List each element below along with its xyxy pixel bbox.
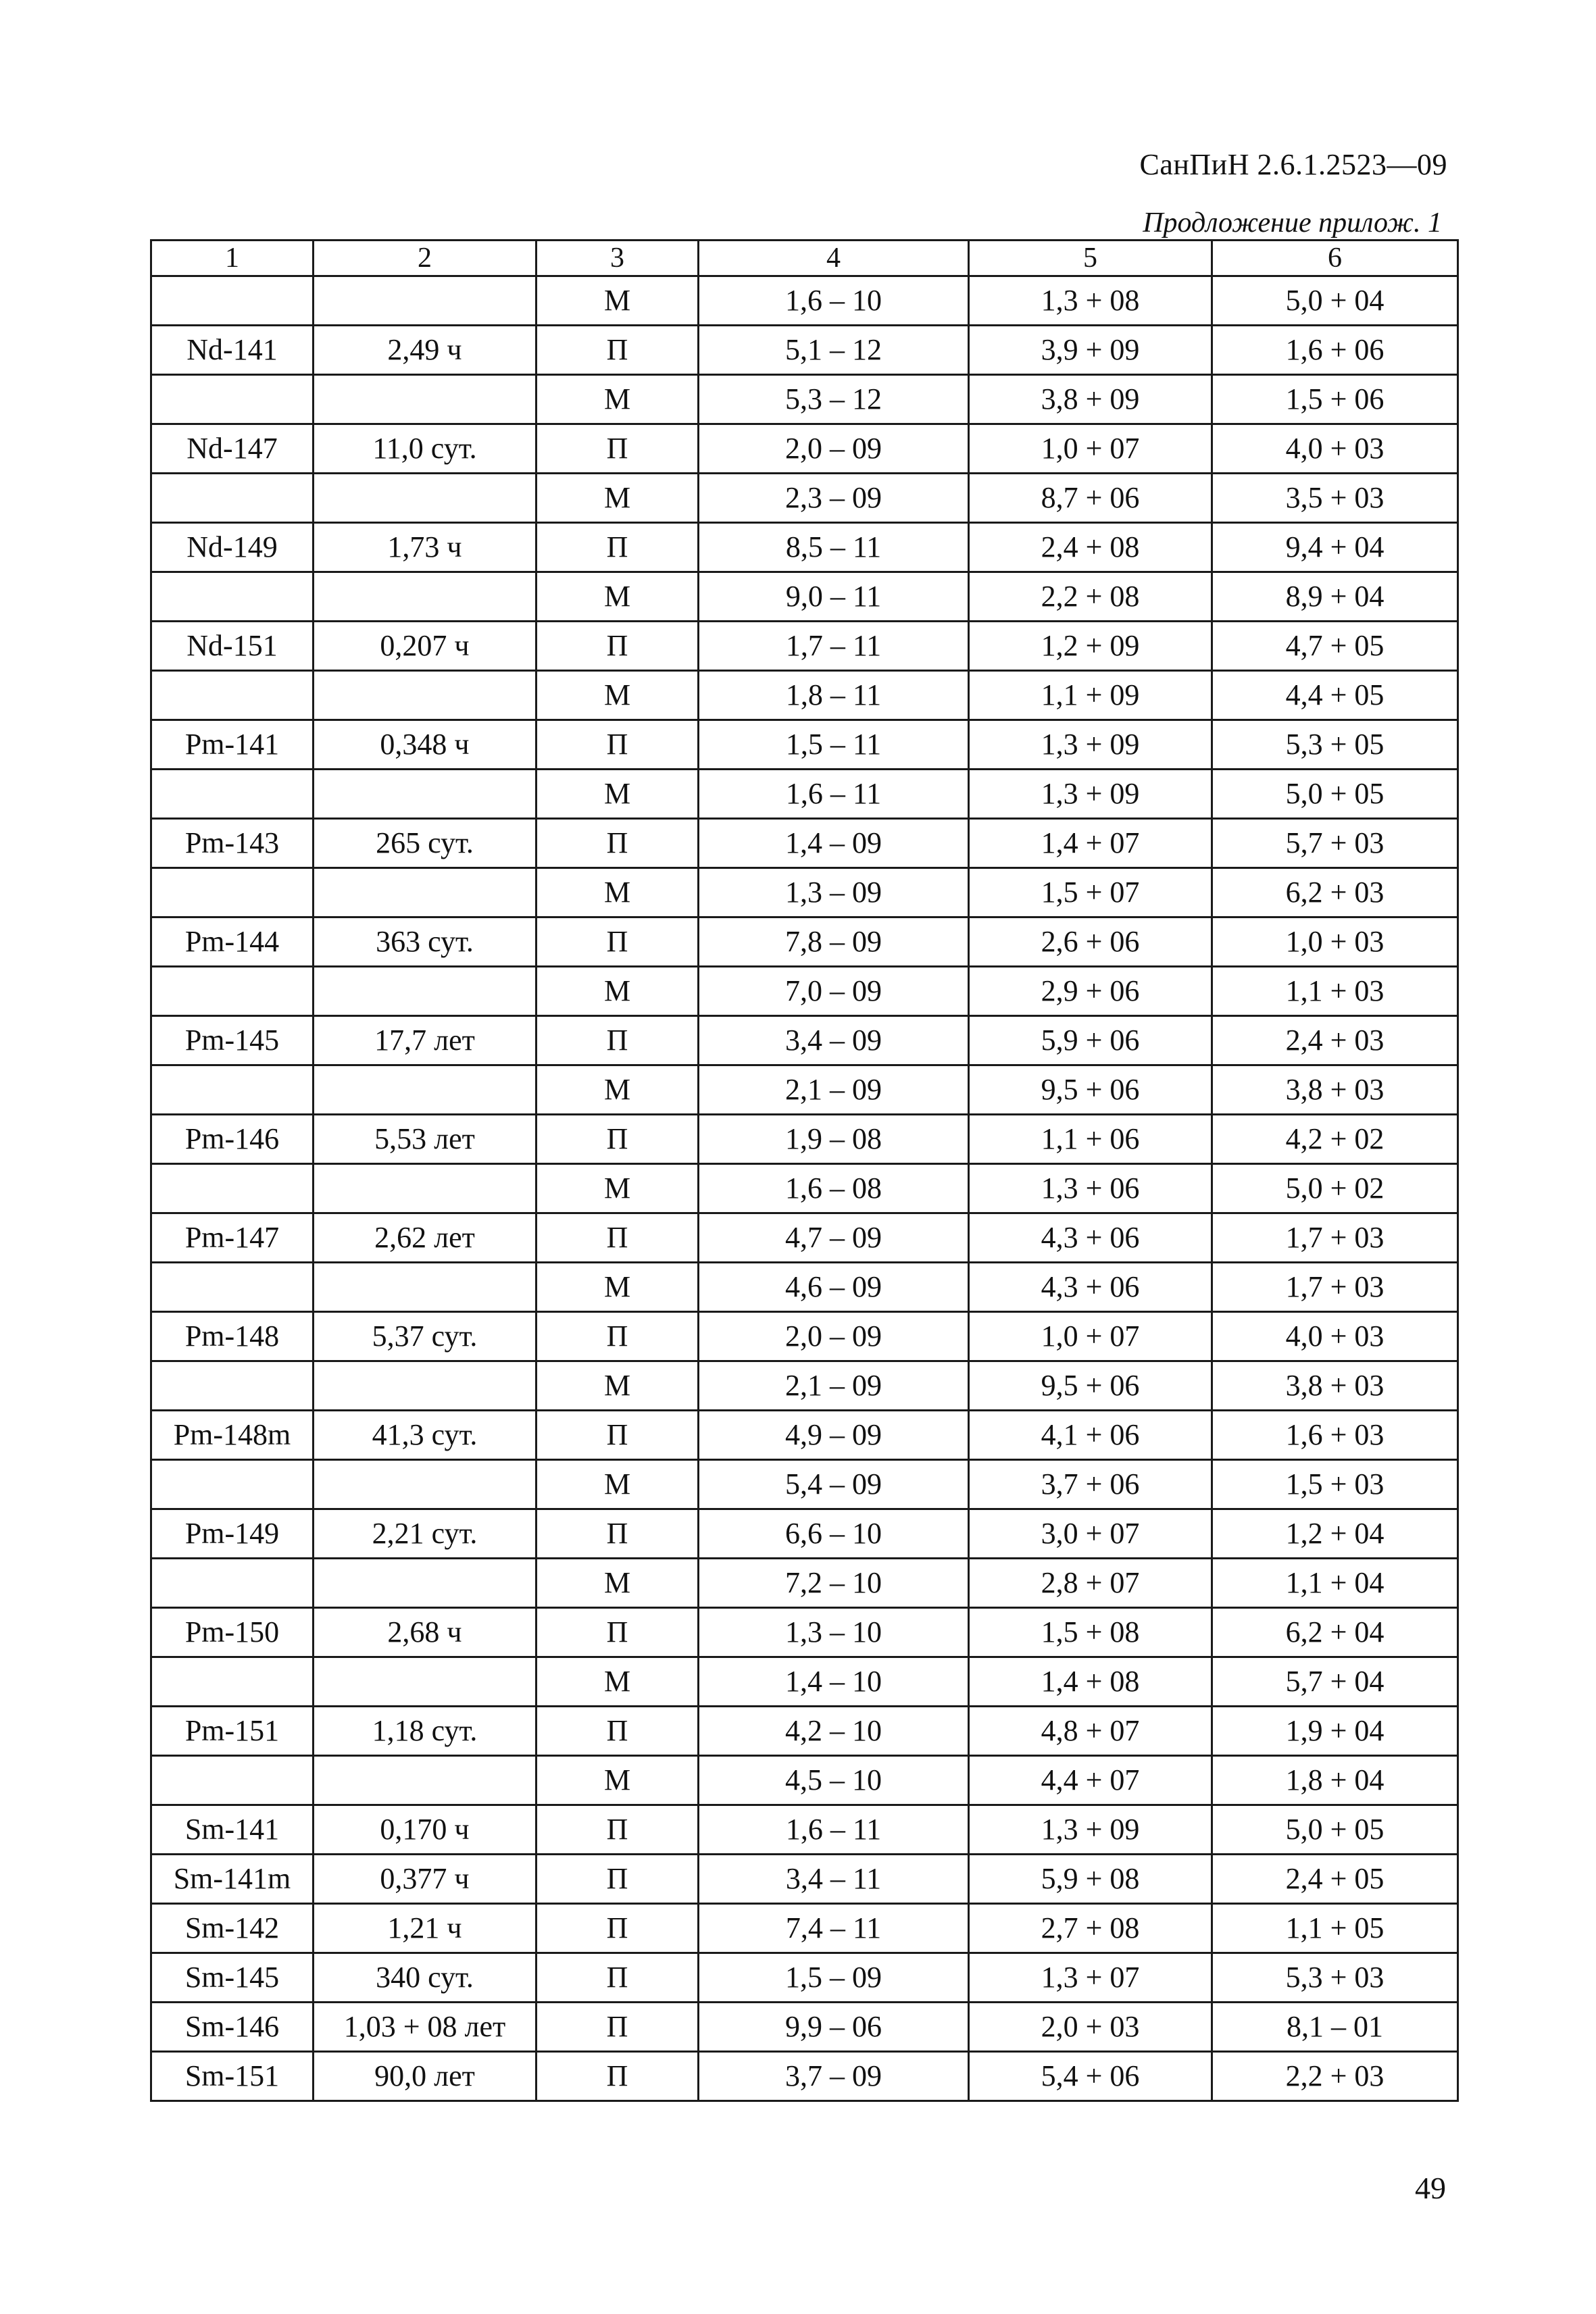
value-col4-cell: 8,5 – 11 — [699, 523, 969, 572]
type-cell: П — [537, 917, 699, 967]
value-col4-cell: 7,0 – 09 — [699, 967, 969, 1016]
type-cell: М — [537, 671, 699, 720]
half-life-cell: 265 сут. — [314, 819, 537, 868]
value-col6-cell: 1,7 + 03 — [1212, 1263, 1458, 1312]
value-col5-cell: 2,4 + 08 — [969, 523, 1212, 572]
nuclide-cell — [151, 868, 314, 917]
value-col4-cell: 4,5 – 10 — [699, 1756, 969, 1805]
value-col4-cell: 1,7 – 11 — [699, 622, 969, 671]
value-col4-cell: 4,6 – 09 — [699, 1263, 969, 1312]
half-life-cell: 0,207 ч — [314, 622, 537, 671]
nuclide-cell: Pm-147 — [151, 1213, 314, 1263]
type-cell: П — [537, 1509, 699, 1559]
value-col6-cell: 2,4 + 03 — [1212, 1016, 1458, 1065]
value-col6-cell: 2,2 + 03 — [1212, 2052, 1458, 2101]
table-row — [151, 2052, 1458, 2101]
half-life-cell — [314, 967, 537, 1016]
table-row — [151, 671, 1458, 720]
nuclide-cell: Pm-148m — [151, 1411, 314, 1460]
nuclide-cell: Pm-149 — [151, 1509, 314, 1559]
type-cell: М — [537, 1263, 699, 1312]
value-col6-cell: 4,7 + 05 — [1212, 622, 1458, 671]
type-cell: М — [537, 1657, 699, 1707]
value-col4-cell: 9,0 – 11 — [699, 572, 969, 622]
value-col5-cell: 2,8 + 07 — [969, 1559, 1212, 1608]
nuclide-cell: Pm-144 — [151, 917, 314, 967]
nuclide-cell: Sm-151 — [151, 2052, 314, 2101]
value-col5-cell: 2,9 + 06 — [969, 967, 1212, 1016]
continuation-note: Продложение прилож. 1 — [1143, 207, 1442, 238]
half-life-cell: 1,73 ч — [314, 523, 537, 572]
value-col4-cell: 1,6 – 10 — [699, 276, 969, 326]
value-col6-cell: 1,8 + 04 — [1212, 1756, 1458, 1805]
half-life-cell — [314, 1559, 537, 1608]
type-cell: П — [537, 2052, 699, 2101]
table-row — [151, 474, 1458, 523]
type-cell: М — [537, 967, 699, 1016]
table-body — [151, 276, 1458, 2101]
value-col6-cell: 1,6 + 03 — [1212, 1411, 1458, 1460]
table-row — [151, 276, 1458, 326]
nuclide-cell: Sm-141m — [151, 1855, 314, 1904]
value-col6-cell: 4,0 + 03 — [1212, 1312, 1458, 1361]
nuclide-cell: Sm-145 — [151, 1953, 314, 2003]
value-col4-cell: 1,4 – 10 — [699, 1657, 969, 1707]
type-cell: П — [537, 424, 699, 474]
document-code: СанПиН 2.6.1.2523—09 — [1139, 148, 1447, 181]
value-col4-cell: 7,8 – 09 — [699, 917, 969, 967]
table-row — [151, 1904, 1458, 1953]
value-col5-cell: 4,3 + 06 — [969, 1213, 1212, 1263]
type-cell: М — [537, 1460, 699, 1509]
table-row — [151, 523, 1458, 572]
value-col4-cell: 3,7 – 09 — [699, 2052, 969, 2101]
table-row — [151, 770, 1458, 819]
table-row — [151, 1016, 1458, 1065]
half-life-cell: 11,0 сут. — [314, 424, 537, 474]
table-row — [151, 622, 1458, 671]
nuclide-cell: Nd-151 — [151, 622, 314, 671]
value-col4-cell: 9,9 – 06 — [699, 2003, 969, 2052]
table-row — [151, 1756, 1458, 1805]
type-cell: П — [537, 1213, 699, 1263]
nuclide-cell: Pm-145 — [151, 1016, 314, 1065]
value-col6-cell: 5,3 + 05 — [1212, 720, 1458, 770]
value-col6-cell: 5,7 + 03 — [1212, 819, 1458, 868]
value-col4-cell: 5,1 – 12 — [699, 326, 969, 375]
half-life-cell — [314, 868, 537, 917]
value-col5-cell: 1,1 + 06 — [969, 1115, 1212, 1164]
value-col4-cell: 1,6 – 08 — [699, 1164, 969, 1213]
nuclide-cell: Pm-150 — [151, 1608, 314, 1657]
value-col5-cell: 8,7 + 06 — [969, 474, 1212, 523]
half-life-cell — [314, 1164, 537, 1213]
nuclide-cell: Nd-149 — [151, 523, 314, 572]
nuclide-cell — [151, 1756, 314, 1805]
value-col6-cell: 1,5 + 03 — [1212, 1460, 1458, 1509]
value-col4-cell: 1,4 – 09 — [699, 819, 969, 868]
value-col4-cell: 7,2 – 10 — [699, 1559, 969, 1608]
nuclide-cell — [151, 474, 314, 523]
half-life-cell: 340 сут. — [314, 1953, 537, 2003]
value-col5-cell: 1,3 + 06 — [969, 1164, 1212, 1213]
value-col4-cell: 1,8 – 11 — [699, 671, 969, 720]
type-cell: М — [537, 868, 699, 917]
value-col5-cell: 1,3 + 09 — [969, 1805, 1212, 1855]
value-col5-cell: 1,5 + 07 — [969, 868, 1212, 917]
value-col6-cell: 3,8 + 03 — [1212, 1065, 1458, 1115]
table-row — [151, 1657, 1458, 1707]
table-row — [151, 1953, 1458, 2003]
table-row — [151, 1855, 1458, 1904]
table-row — [151, 868, 1458, 917]
half-life-cell — [314, 1657, 537, 1707]
nuclide-cell: Sm-146 — [151, 2003, 314, 2052]
nuclide-cell: Pm-143 — [151, 819, 314, 868]
value-col5-cell: 1,5 + 08 — [969, 1608, 1212, 1657]
type-cell: М — [537, 1164, 699, 1213]
table-row — [151, 1608, 1458, 1657]
value-col4-cell: 4,2 – 10 — [699, 1707, 969, 1756]
type-cell: М — [537, 770, 699, 819]
table-row — [151, 1361, 1458, 1411]
value-col5-cell: 1,4 + 08 — [969, 1657, 1212, 1707]
type-cell: М — [537, 276, 699, 326]
type-cell: П — [537, 1707, 699, 1756]
half-life-cell — [314, 671, 537, 720]
nuclide-cell: Pm-141 — [151, 720, 314, 770]
table-header-row — [151, 241, 1458, 276]
value-col4-cell: 2,1 – 09 — [699, 1361, 969, 1411]
type-cell: М — [537, 1065, 699, 1115]
nuclide-cell — [151, 1657, 314, 1707]
type-cell: П — [537, 1312, 699, 1361]
value-col4-cell: 1,9 – 08 — [699, 1115, 969, 1164]
value-col6-cell: 1,5 + 06 — [1212, 375, 1458, 424]
value-col5-cell: 4,3 + 06 — [969, 1263, 1212, 1312]
value-col5-cell: 1,3 + 08 — [969, 276, 1212, 326]
page-number: 49 — [1415, 2171, 1446, 2205]
value-col6-cell: 8,1 – 01 — [1212, 2003, 1458, 2052]
type-cell: П — [537, 1608, 699, 1657]
table-row — [151, 1213, 1458, 1263]
value-col6-cell: 1,7 + 03 — [1212, 1213, 1458, 1263]
value-col4-cell: 1,5 – 11 — [699, 720, 969, 770]
nuclide-cell: Pm-151 — [151, 1707, 314, 1756]
value-col4-cell: 1,3 – 09 — [699, 868, 969, 917]
value-col4-cell: 4,7 – 09 — [699, 1213, 969, 1263]
value-col6-cell: 1,2 + 04 — [1212, 1509, 1458, 1559]
type-cell: П — [537, 2003, 699, 2052]
value-col6-cell: 6,2 + 04 — [1212, 1608, 1458, 1657]
column-header-2: 2 — [314, 241, 537, 276]
value-col4-cell: 7,4 – 11 — [699, 1904, 969, 1953]
value-col6-cell: 1,6 + 06 — [1212, 326, 1458, 375]
value-col5-cell: 1,3 + 09 — [969, 770, 1212, 819]
value-col6-cell: 2,4 + 05 — [1212, 1855, 1458, 1904]
value-col4-cell: 2,1 – 09 — [699, 1065, 969, 1115]
value-col5-cell: 2,0 + 03 — [969, 2003, 1212, 2052]
nuclide-cell — [151, 572, 314, 622]
half-life-cell: 41,3 сут. — [314, 1411, 537, 1460]
nuclide-cell: Nd-141 — [151, 326, 314, 375]
value-col6-cell: 3,8 + 03 — [1212, 1361, 1458, 1411]
type-cell: М — [537, 1559, 699, 1608]
type-cell: М — [537, 1756, 699, 1805]
value-col6-cell: 9,4 + 04 — [1212, 523, 1458, 572]
half-life-cell — [314, 1361, 537, 1411]
type-cell: П — [537, 326, 699, 375]
value-col5-cell: 5,9 + 06 — [969, 1016, 1212, 1065]
value-col6-cell: 4,4 + 05 — [1212, 671, 1458, 720]
value-col4-cell: 1,6 – 11 — [699, 770, 969, 819]
value-col4-cell: 2,3 – 09 — [699, 474, 969, 523]
nuclide-cell — [151, 1361, 314, 1411]
table-row — [151, 967, 1458, 1016]
value-col4-cell: 6,6 – 10 — [699, 1509, 969, 1559]
type-cell: П — [537, 622, 699, 671]
value-col6-cell: 4,0 + 03 — [1212, 424, 1458, 474]
type-cell: П — [537, 1016, 699, 1065]
nuclide-cell — [151, 1460, 314, 1509]
value-col5-cell: 1,2 + 09 — [969, 622, 1212, 671]
value-col6-cell: 1,0 + 03 — [1212, 917, 1458, 967]
value-col5-cell: 1,3 + 07 — [969, 1953, 1212, 2003]
type-cell: П — [537, 1411, 699, 1460]
half-life-cell: 1,03 + 08 лет — [314, 2003, 537, 2052]
column-header-5: 5 — [969, 241, 1212, 276]
table-row — [151, 1509, 1458, 1559]
column-header-3: 3 — [537, 241, 699, 276]
half-life-cell: 90,0 лет — [314, 2052, 537, 2101]
type-cell: М — [537, 1361, 699, 1411]
value-col4-cell: 1,5 – 09 — [699, 1953, 969, 2003]
half-life-cell — [314, 276, 537, 326]
nuclide-cell — [151, 671, 314, 720]
half-life-cell — [314, 572, 537, 622]
half-life-cell — [314, 770, 537, 819]
table-row — [151, 1559, 1458, 1608]
nuclide-cell — [151, 1559, 314, 1608]
value-col5-cell: 9,5 + 06 — [969, 1361, 1212, 1411]
value-col5-cell: 3,7 + 06 — [969, 1460, 1212, 1509]
value-col6-cell: 5,0 + 05 — [1212, 1805, 1458, 1855]
half-life-cell — [314, 1263, 537, 1312]
half-life-cell: 0,348 ч — [314, 720, 537, 770]
half-life-cell: 2,49 ч — [314, 326, 537, 375]
half-life-cell: 5,53 лет — [314, 1115, 537, 1164]
value-col5-cell: 5,4 + 06 — [969, 2052, 1212, 2101]
value-col5-cell: 1,1 + 09 — [969, 671, 1212, 720]
column-header-1: 1 — [151, 241, 314, 276]
table-row — [151, 720, 1458, 770]
table-row — [151, 1065, 1458, 1115]
value-col4-cell: 1,6 – 11 — [699, 1805, 969, 1855]
table-row — [151, 1312, 1458, 1361]
table-row — [151, 1460, 1458, 1509]
half-life-cell: 0,170 ч — [314, 1805, 537, 1855]
half-life-cell — [314, 375, 537, 424]
nuclide-cell: Sm-142 — [151, 1904, 314, 1953]
value-col5-cell: 2,2 + 08 — [969, 572, 1212, 622]
value-col5-cell: 1,4 + 07 — [969, 819, 1212, 868]
half-life-cell — [314, 1460, 537, 1509]
type-cell: П — [537, 720, 699, 770]
value-col4-cell: 2,0 – 09 — [699, 424, 969, 474]
type-cell: П — [537, 819, 699, 868]
value-col5-cell: 3,8 + 09 — [969, 375, 1212, 424]
type-cell: М — [537, 572, 699, 622]
value-col4-cell: 3,4 – 11 — [699, 1855, 969, 1904]
nuclide-cell: Pm-148 — [151, 1312, 314, 1361]
value-col6-cell: 5,3 + 03 — [1212, 1953, 1458, 2003]
value-col6-cell: 4,2 + 02 — [1212, 1115, 1458, 1164]
half-life-cell: 2,21 сут. — [314, 1509, 537, 1559]
half-life-cell: 5,37 сут. — [314, 1312, 537, 1361]
value-col5-cell: 1,0 + 07 — [969, 1312, 1212, 1361]
half-life-cell: 1,21 ч — [314, 1904, 537, 1953]
value-col6-cell: 5,0 + 05 — [1212, 770, 1458, 819]
table-row — [151, 917, 1458, 967]
value-col5-cell: 2,7 + 08 — [969, 1904, 1212, 1953]
value-col6-cell: 8,9 + 04 — [1212, 572, 1458, 622]
table-row — [151, 326, 1458, 375]
data-table — [150, 239, 1459, 2102]
value-col6-cell: 1,1 + 04 — [1212, 1559, 1458, 1608]
table-row — [151, 1805, 1458, 1855]
nuclide-cell — [151, 276, 314, 326]
value-col4-cell: 1,3 – 10 — [699, 1608, 969, 1657]
value-col5-cell: 5,9 + 08 — [969, 1855, 1212, 1904]
value-col5-cell: 2,6 + 06 — [969, 917, 1212, 967]
type-cell: П — [537, 1904, 699, 1953]
value-col4-cell: 5,3 – 12 — [699, 375, 969, 424]
type-cell: П — [537, 1953, 699, 2003]
table-row — [151, 1263, 1458, 1312]
value-col5-cell: 1,0 + 07 — [969, 424, 1212, 474]
half-life-cell: 17,7 лет — [314, 1016, 537, 1065]
value-col5-cell: 3,0 + 07 — [969, 1509, 1212, 1559]
value-col6-cell: 1,9 + 04 — [1212, 1707, 1458, 1756]
table-row — [151, 1707, 1458, 1756]
half-life-cell: 363 сут. — [314, 917, 537, 967]
value-col4-cell: 3,4 – 09 — [699, 1016, 969, 1065]
table-row — [151, 1411, 1458, 1460]
column-header-6: 6 — [1212, 241, 1458, 276]
table-row — [151, 375, 1458, 424]
half-life-cell — [314, 1065, 537, 1115]
value-col6-cell: 1,1 + 05 — [1212, 1904, 1458, 1953]
value-col5-cell: 4,1 + 06 — [969, 1411, 1212, 1460]
nuclide-cell — [151, 1263, 314, 1312]
nuclide-cell — [151, 967, 314, 1016]
data-table-container — [150, 239, 1457, 2102]
value-col5-cell: 9,5 + 06 — [969, 1065, 1212, 1115]
type-cell: М — [537, 375, 699, 424]
table-row — [151, 819, 1458, 868]
table-row — [151, 2003, 1458, 2052]
value-col5-cell: 4,4 + 07 — [969, 1756, 1212, 1805]
table-row — [151, 1115, 1458, 1164]
half-life-cell — [314, 1756, 537, 1805]
value-col5-cell: 1,3 + 09 — [969, 720, 1212, 770]
nuclide-cell — [151, 375, 314, 424]
value-col4-cell: 5,4 – 09 — [699, 1460, 969, 1509]
table-row — [151, 1164, 1458, 1213]
value-col6-cell: 5,0 + 02 — [1212, 1164, 1458, 1213]
type-cell: П — [537, 1805, 699, 1855]
half-life-cell — [314, 474, 537, 523]
value-col6-cell: 3,5 + 03 — [1212, 474, 1458, 523]
value-col5-cell: 4,8 + 07 — [969, 1707, 1212, 1756]
type-cell: П — [537, 523, 699, 572]
value-col5-cell: 3,9 + 09 — [969, 326, 1212, 375]
nuclide-cell — [151, 770, 314, 819]
table-row — [151, 572, 1458, 622]
nuclide-cell — [151, 1164, 314, 1213]
type-cell: П — [537, 1855, 699, 1904]
half-life-cell: 0,377 ч — [314, 1855, 537, 1904]
half-life-cell: 1,18 сут. — [314, 1707, 537, 1756]
nuclide-cell: Nd-147 — [151, 424, 314, 474]
half-life-cell: 2,68 ч — [314, 1608, 537, 1657]
value-col6-cell: 1,1 + 03 — [1212, 967, 1458, 1016]
type-cell: М — [537, 474, 699, 523]
value-col6-cell: 6,2 + 03 — [1212, 868, 1458, 917]
nuclide-cell: Sm-141 — [151, 1805, 314, 1855]
nuclide-cell — [151, 1065, 314, 1115]
value-col6-cell: 5,7 + 04 — [1212, 1657, 1458, 1707]
half-life-cell: 2,62 лет — [314, 1213, 537, 1263]
value-col4-cell: 4,9 – 09 — [699, 1411, 969, 1460]
nuclide-cell: Pm-146 — [151, 1115, 314, 1164]
column-header-4: 4 — [699, 241, 969, 276]
value-col4-cell: 2,0 – 09 — [699, 1312, 969, 1361]
table-row — [151, 424, 1458, 474]
type-cell: П — [537, 1115, 699, 1164]
value-col6-cell: 5,0 + 04 — [1212, 276, 1458, 326]
